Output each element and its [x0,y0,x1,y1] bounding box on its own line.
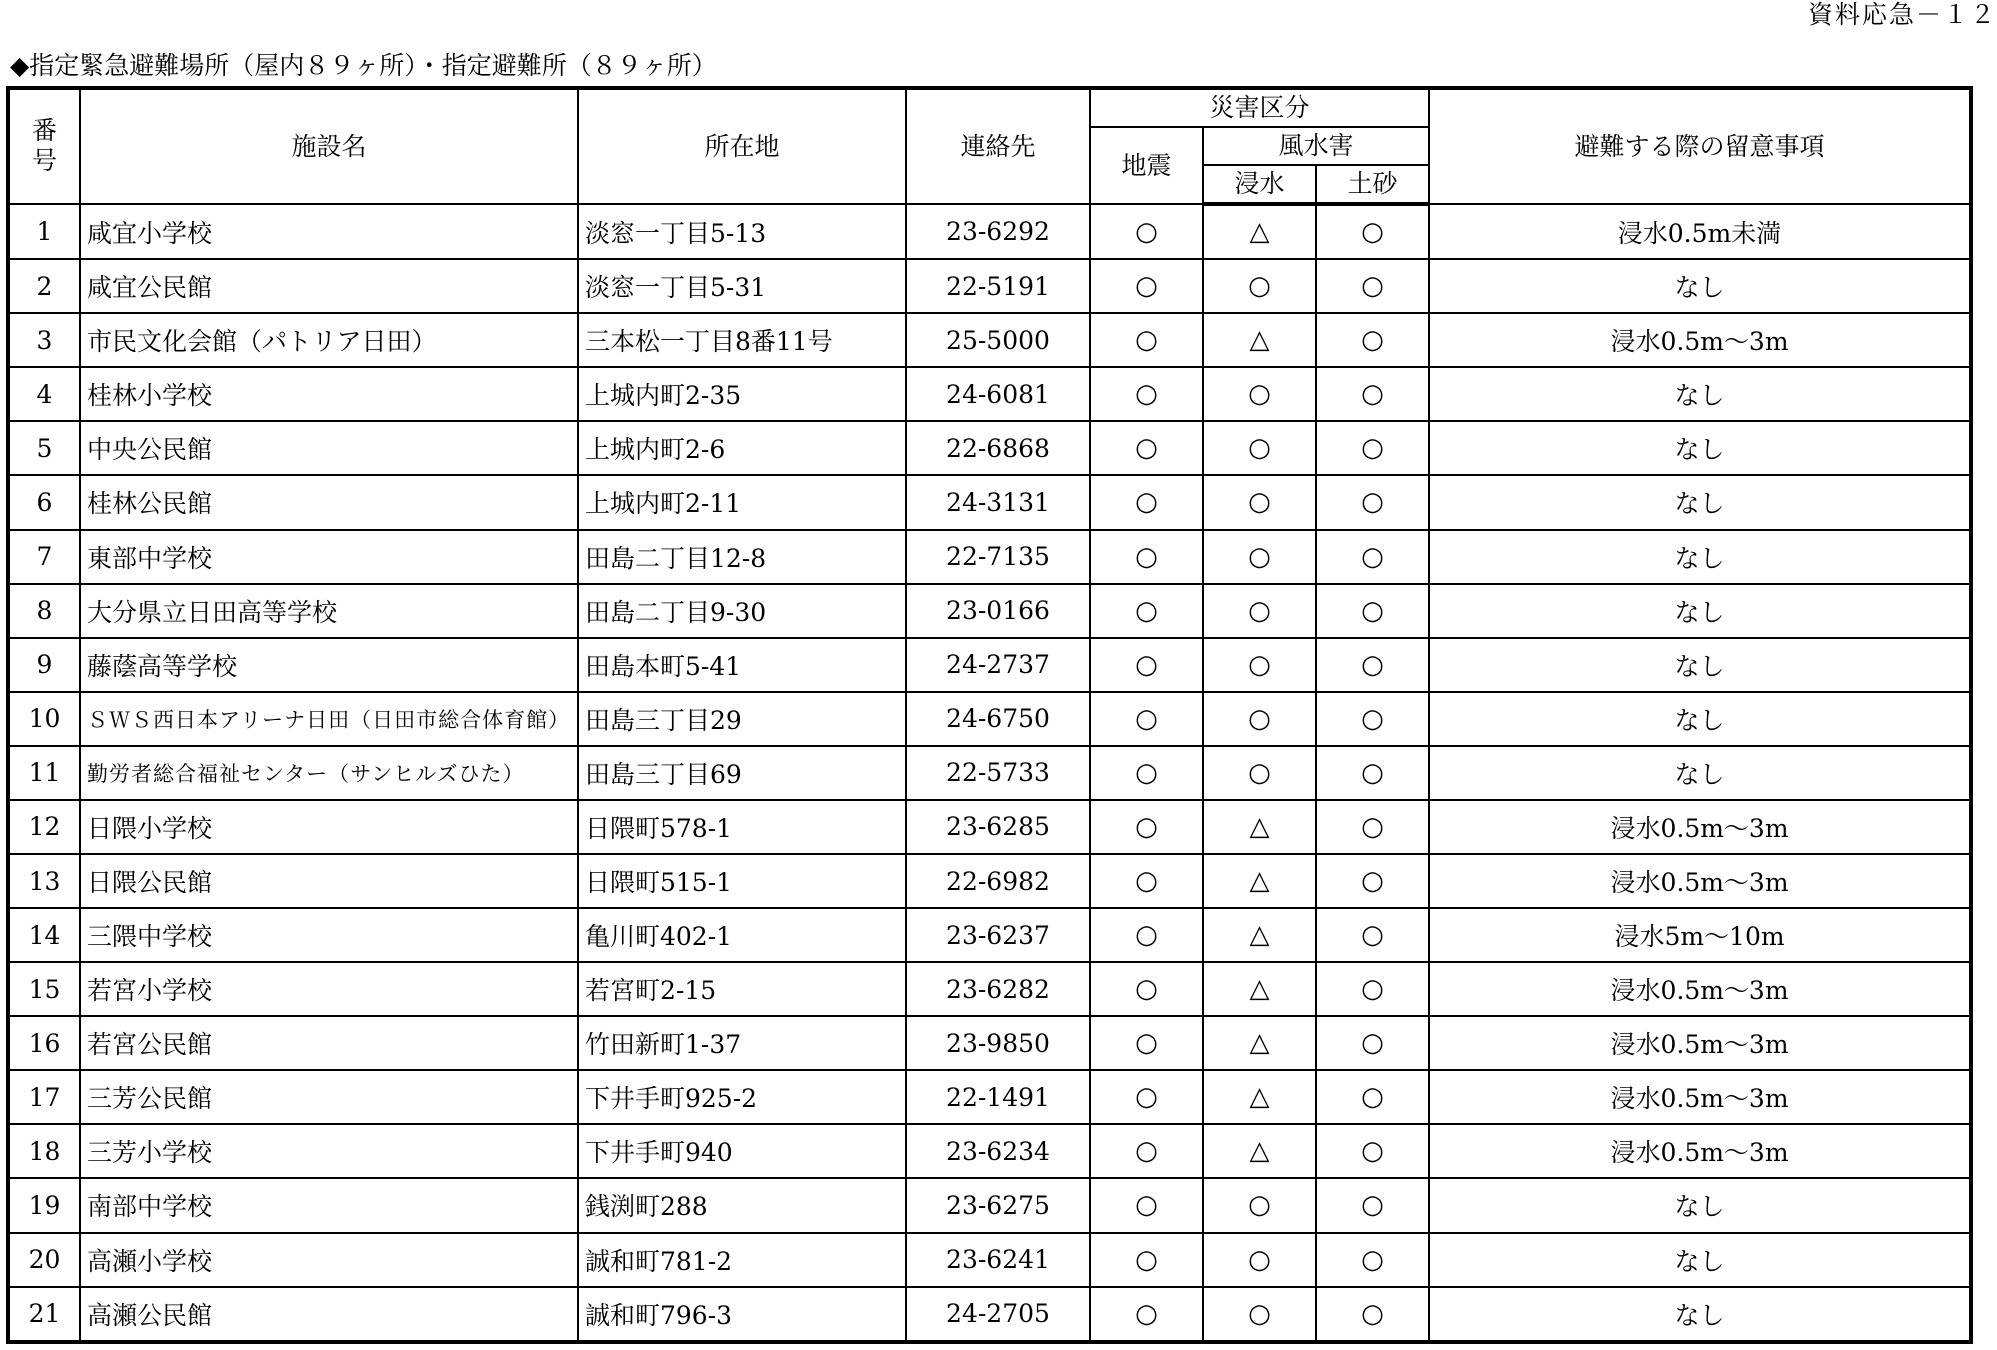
evacuation-note-cell: なし [1429,421,1971,475]
address-cell: 田島二丁目12-8 [578,530,906,584]
flood-mark-cell: △ [1203,800,1316,854]
header-wind-flood: 風水害 [1203,127,1429,165]
flood-mark-cell: ○ [1203,367,1316,421]
earthquake-mark-cell: ○ [1090,1016,1203,1070]
header-flooding: 浸水 [1203,165,1316,204]
landslide-mark-cell: ○ [1316,584,1429,638]
flood-mark-cell: △ [1203,313,1316,367]
row-number: 13 [8,854,80,908]
address-cell: 誠和町781-2 [578,1233,906,1287]
landslide-mark-cell: ○ [1316,1070,1429,1124]
table-row [8,692,1971,746]
facility-name-cell: 大分県立日田高等学校 [80,584,578,638]
flood-mark-cell: △ [1203,1070,1316,1124]
landslide-mark-cell: ○ [1316,421,1429,475]
flood-mark-cell: △ [1203,908,1316,962]
earthquake-mark-cell: ○ [1090,475,1203,529]
contact-cell: 23-0166 [906,584,1090,638]
row-number: 17 [8,1070,80,1124]
evacuation-note-cell: なし [1429,692,1971,746]
facility-name-cell: 藤蔭高等学校 [80,638,578,692]
table-row [8,367,1971,421]
contact-cell: 25-5000 [906,313,1090,367]
landslide-mark-cell: ○ [1316,1233,1429,1287]
header-number [8,88,80,204]
header-evacuation-notes: 避難する際の留意事項 [1429,88,1971,204]
earthquake-mark-cell: ○ [1090,692,1203,746]
contact-cell: 23-6282 [906,962,1090,1016]
table-row [8,638,1971,692]
landslide-mark-cell: ○ [1316,638,1429,692]
evacuation-sites-table [6,86,1973,1344]
row-number: 15 [8,962,80,1016]
header-disaster-category: 災害区分 [1090,88,1429,127]
flood-mark-cell: ○ [1203,1233,1316,1287]
table-row [8,1124,1971,1178]
contact-cell: 24-2705 [906,1287,1090,1342]
landslide-mark-cell: ○ [1316,692,1429,746]
address-cell: 田島本町5-41 [578,638,906,692]
earthquake-mark-cell: ○ [1090,1124,1203,1178]
flood-mark-cell: △ [1203,1124,1316,1178]
earthquake-mark-cell: ○ [1090,1233,1203,1287]
table-row [8,746,1971,800]
table-row [8,584,1971,638]
table-body [8,204,1971,1342]
address-cell: 日隈町515-1 [578,854,906,908]
facility-name-cell: 三芳小学校 [80,1124,578,1178]
earthquake-mark-cell: ○ [1090,908,1203,962]
flood-mark-cell: ○ [1203,638,1316,692]
row-number: 8 [8,584,80,638]
table-row [8,421,1971,475]
contact-cell: 24-3131 [906,475,1090,529]
address-cell: 三本松一丁目8番11号 [578,313,906,367]
evacuation-note-cell: 浸水0.5m～3m [1429,313,1971,367]
table-row [8,530,1971,584]
row-number: 16 [8,1016,80,1070]
address-cell: 亀川町402-1 [578,908,906,962]
earthquake-mark-cell: ○ [1090,259,1203,313]
flood-mark-cell: △ [1203,204,1316,259]
flood-mark-cell: ○ [1203,746,1316,800]
facility-name-cell: 桂林小学校 [80,367,578,421]
table-row [8,908,1971,962]
address-cell: 田島三丁目69 [578,746,906,800]
table-row [8,962,1971,1016]
row-number: 14 [8,908,80,962]
header-contact: 連絡先 [906,88,1090,204]
facility-name-cell: 三隈中学校 [80,908,578,962]
earthquake-mark-cell: ○ [1090,854,1203,908]
flood-mark-cell: ○ [1203,692,1316,746]
document-reference: 資料応急－１２ [1807,0,1997,29]
contact-cell: 22-1491 [906,1070,1090,1124]
flood-mark-cell: ○ [1203,1287,1316,1342]
earthquake-mark-cell: ○ [1090,421,1203,475]
landslide-mark-cell: ○ [1316,1287,1429,1342]
contact-cell: 22-5191 [906,259,1090,313]
landslide-mark-cell: ○ [1316,530,1429,584]
evacuation-note-cell: なし [1429,259,1971,313]
facility-name-cell: 咸宜公民館 [80,259,578,313]
row-number: 7 [8,530,80,584]
landslide-mark-cell: ○ [1316,1178,1429,1232]
landslide-mark-cell: ○ [1316,475,1429,529]
earthquake-mark-cell: ○ [1090,746,1203,800]
header-earthquake: 地震 [1090,127,1203,204]
header-location: 所在地 [578,88,906,204]
contact-cell: 24-2737 [906,638,1090,692]
earthquake-mark-cell: ○ [1090,367,1203,421]
evacuation-note-cell: なし [1429,367,1971,421]
evacuation-note-cell: なし [1429,475,1971,529]
header-number-line2: 号 [31,146,57,175]
contact-cell: 23-6241 [906,1233,1090,1287]
address-cell: 淡窓一丁目5-31 [578,259,906,313]
address-cell: 下井手町940 [578,1124,906,1178]
row-number: 4 [8,367,80,421]
table-row [8,1016,1971,1070]
row-number: 12 [8,800,80,854]
facility-name-cell: 三芳公民館 [80,1070,578,1124]
address-cell: 上城内町2-11 [578,475,906,529]
facility-name-cell: ＳＷＳ西日本アリーナ日田（日田市総合体育館） [80,692,578,746]
earthquake-mark-cell: ○ [1090,530,1203,584]
row-number: 3 [8,313,80,367]
contact-cell: 23-6292 [906,204,1090,259]
evacuation-note-cell: なし [1429,530,1971,584]
row-number: 18 [8,1124,80,1178]
table-row [8,1233,1971,1287]
address-cell: 田島二丁目9-30 [578,584,906,638]
header-number-line1: 番 [31,116,57,145]
flood-mark-cell: ○ [1203,584,1316,638]
table-header [8,88,1971,204]
row-number: 21 [8,1287,80,1342]
flood-mark-cell: ○ [1203,530,1316,584]
contact-cell: 22-7135 [906,530,1090,584]
header-landslide: 土砂 [1316,165,1429,204]
table-row [8,204,1971,259]
facility-name-cell: 若宮小学校 [80,962,578,1016]
evacuation-note-cell: なし [1429,584,1971,638]
evacuation-note-cell: なし [1429,1233,1971,1287]
facility-name-cell: 南部中学校 [80,1178,578,1232]
table-row [8,1070,1971,1124]
earthquake-mark-cell: ○ [1090,638,1203,692]
contact-cell: 23-6275 [906,1178,1090,1232]
landslide-mark-cell: ○ [1316,204,1429,259]
address-cell: 上城内町2-6 [578,421,906,475]
landslide-mark-cell: ○ [1316,962,1429,1016]
evacuation-note-cell: なし [1429,746,1971,800]
row-number: 19 [8,1178,80,1232]
facility-name-cell: 日隈小学校 [80,800,578,854]
earthquake-mark-cell: ○ [1090,584,1203,638]
row-number: 2 [8,259,80,313]
earthquake-mark-cell: ○ [1090,962,1203,1016]
contact-cell: 23-6234 [906,1124,1090,1178]
contact-cell: 22-5733 [906,746,1090,800]
facility-name-cell: 高瀬公民館 [80,1287,578,1342]
flood-mark-cell: △ [1203,1016,1316,1070]
evacuation-note-cell: 浸水0.5m～3m [1429,1016,1971,1070]
row-number: 9 [8,638,80,692]
address-cell: 田島三丁目29 [578,692,906,746]
flood-mark-cell: ○ [1203,475,1316,529]
contact-cell: 23-9850 [906,1016,1090,1070]
facility-name-cell: 市民文化会館（パトリア日田） [80,313,578,367]
landslide-mark-cell: ○ [1316,800,1429,854]
evacuation-note-cell: 浸水0.5m～3m [1429,1070,1971,1124]
earthquake-mark-cell: ○ [1090,1287,1203,1342]
evacuation-note-cell: 浸水0.5m～3m [1429,800,1971,854]
earthquake-mark-cell: ○ [1090,1178,1203,1232]
facility-name-cell: 日隈公民館 [80,854,578,908]
address-cell: 淡窓一丁目5-13 [578,204,906,259]
address-cell: 若宮町2-15 [578,962,906,1016]
landslide-mark-cell: ○ [1316,259,1429,313]
evacuation-note-cell: 浸水5m～10m [1429,908,1971,962]
evacuation-note-cell: 浸水0.5m～3m [1429,854,1971,908]
earthquake-mark-cell: ○ [1090,313,1203,367]
row-number: 1 [8,204,80,259]
header-facility-name: 施設名 [80,88,578,204]
earthquake-mark-cell: ○ [1090,204,1203,259]
evacuation-note-cell: なし [1429,1178,1971,1232]
flood-mark-cell: ○ [1203,421,1316,475]
address-cell: 下井手町925-2 [578,1070,906,1124]
evacuation-note-cell: なし [1429,1287,1971,1342]
evacuation-note-cell: 浸水0.5m～3m [1429,962,1971,1016]
landslide-mark-cell: ○ [1316,854,1429,908]
row-number: 5 [8,421,80,475]
table-row [8,854,1971,908]
facility-name-cell: 咸宜小学校 [80,204,578,259]
earthquake-mark-cell: ○ [1090,1070,1203,1124]
contact-cell: 22-6868 [906,421,1090,475]
landslide-mark-cell: ○ [1316,746,1429,800]
contact-cell: 23-6237 [906,908,1090,962]
landslide-mark-cell: ○ [1316,367,1429,421]
evacuation-note-cell: なし [1429,638,1971,692]
address-cell: 日隈町578-1 [578,800,906,854]
table-row [8,313,1971,367]
contact-cell: 24-6750 [906,692,1090,746]
row-number: 10 [8,692,80,746]
row-number: 6 [8,475,80,529]
address-cell: 誠和町796-3 [578,1287,906,1342]
flood-mark-cell: △ [1203,962,1316,1016]
table-row [8,475,1971,529]
page-heading: ◆指定緊急避難場所（屋内８９ヶ所）・指定避難所（８９ヶ所） [10,51,717,80]
address-cell: 竹田新町1-37 [578,1016,906,1070]
earthquake-mark-cell: ○ [1090,800,1203,854]
row-number: 20 [8,1233,80,1287]
table-row [8,1287,1971,1342]
facility-name-cell: 東部中学校 [80,530,578,584]
evacuation-note-cell: 浸水0.5m未満 [1429,204,1971,259]
facility-name-cell: 桂林公民館 [80,475,578,529]
contact-cell: 24-6081 [906,367,1090,421]
facility-name-cell: 勤労者総合福祉センター（サンヒルズひた） [80,746,578,800]
flood-mark-cell: △ [1203,854,1316,908]
contact-cell: 23-6285 [906,800,1090,854]
address-cell: 銭渕町288 [578,1178,906,1232]
landslide-mark-cell: ○ [1316,1124,1429,1178]
facility-name-cell: 中央公民館 [80,421,578,475]
table-row [8,259,1971,313]
facility-name-cell: 高瀬小学校 [80,1233,578,1287]
landslide-mark-cell: ○ [1316,313,1429,367]
contact-cell: 22-6982 [906,854,1090,908]
facility-name-cell: 若宮公民館 [80,1016,578,1070]
evacuation-note-cell: 浸水0.5m～3m [1429,1124,1971,1178]
table-row [8,1178,1971,1232]
address-cell: 上城内町2-35 [578,367,906,421]
landslide-mark-cell: ○ [1316,1016,1429,1070]
flood-mark-cell: ○ [1203,1178,1316,1232]
row-number: 11 [8,746,80,800]
flood-mark-cell: ○ [1203,259,1316,313]
table-row [8,800,1971,854]
landslide-mark-cell: ○ [1316,908,1429,962]
